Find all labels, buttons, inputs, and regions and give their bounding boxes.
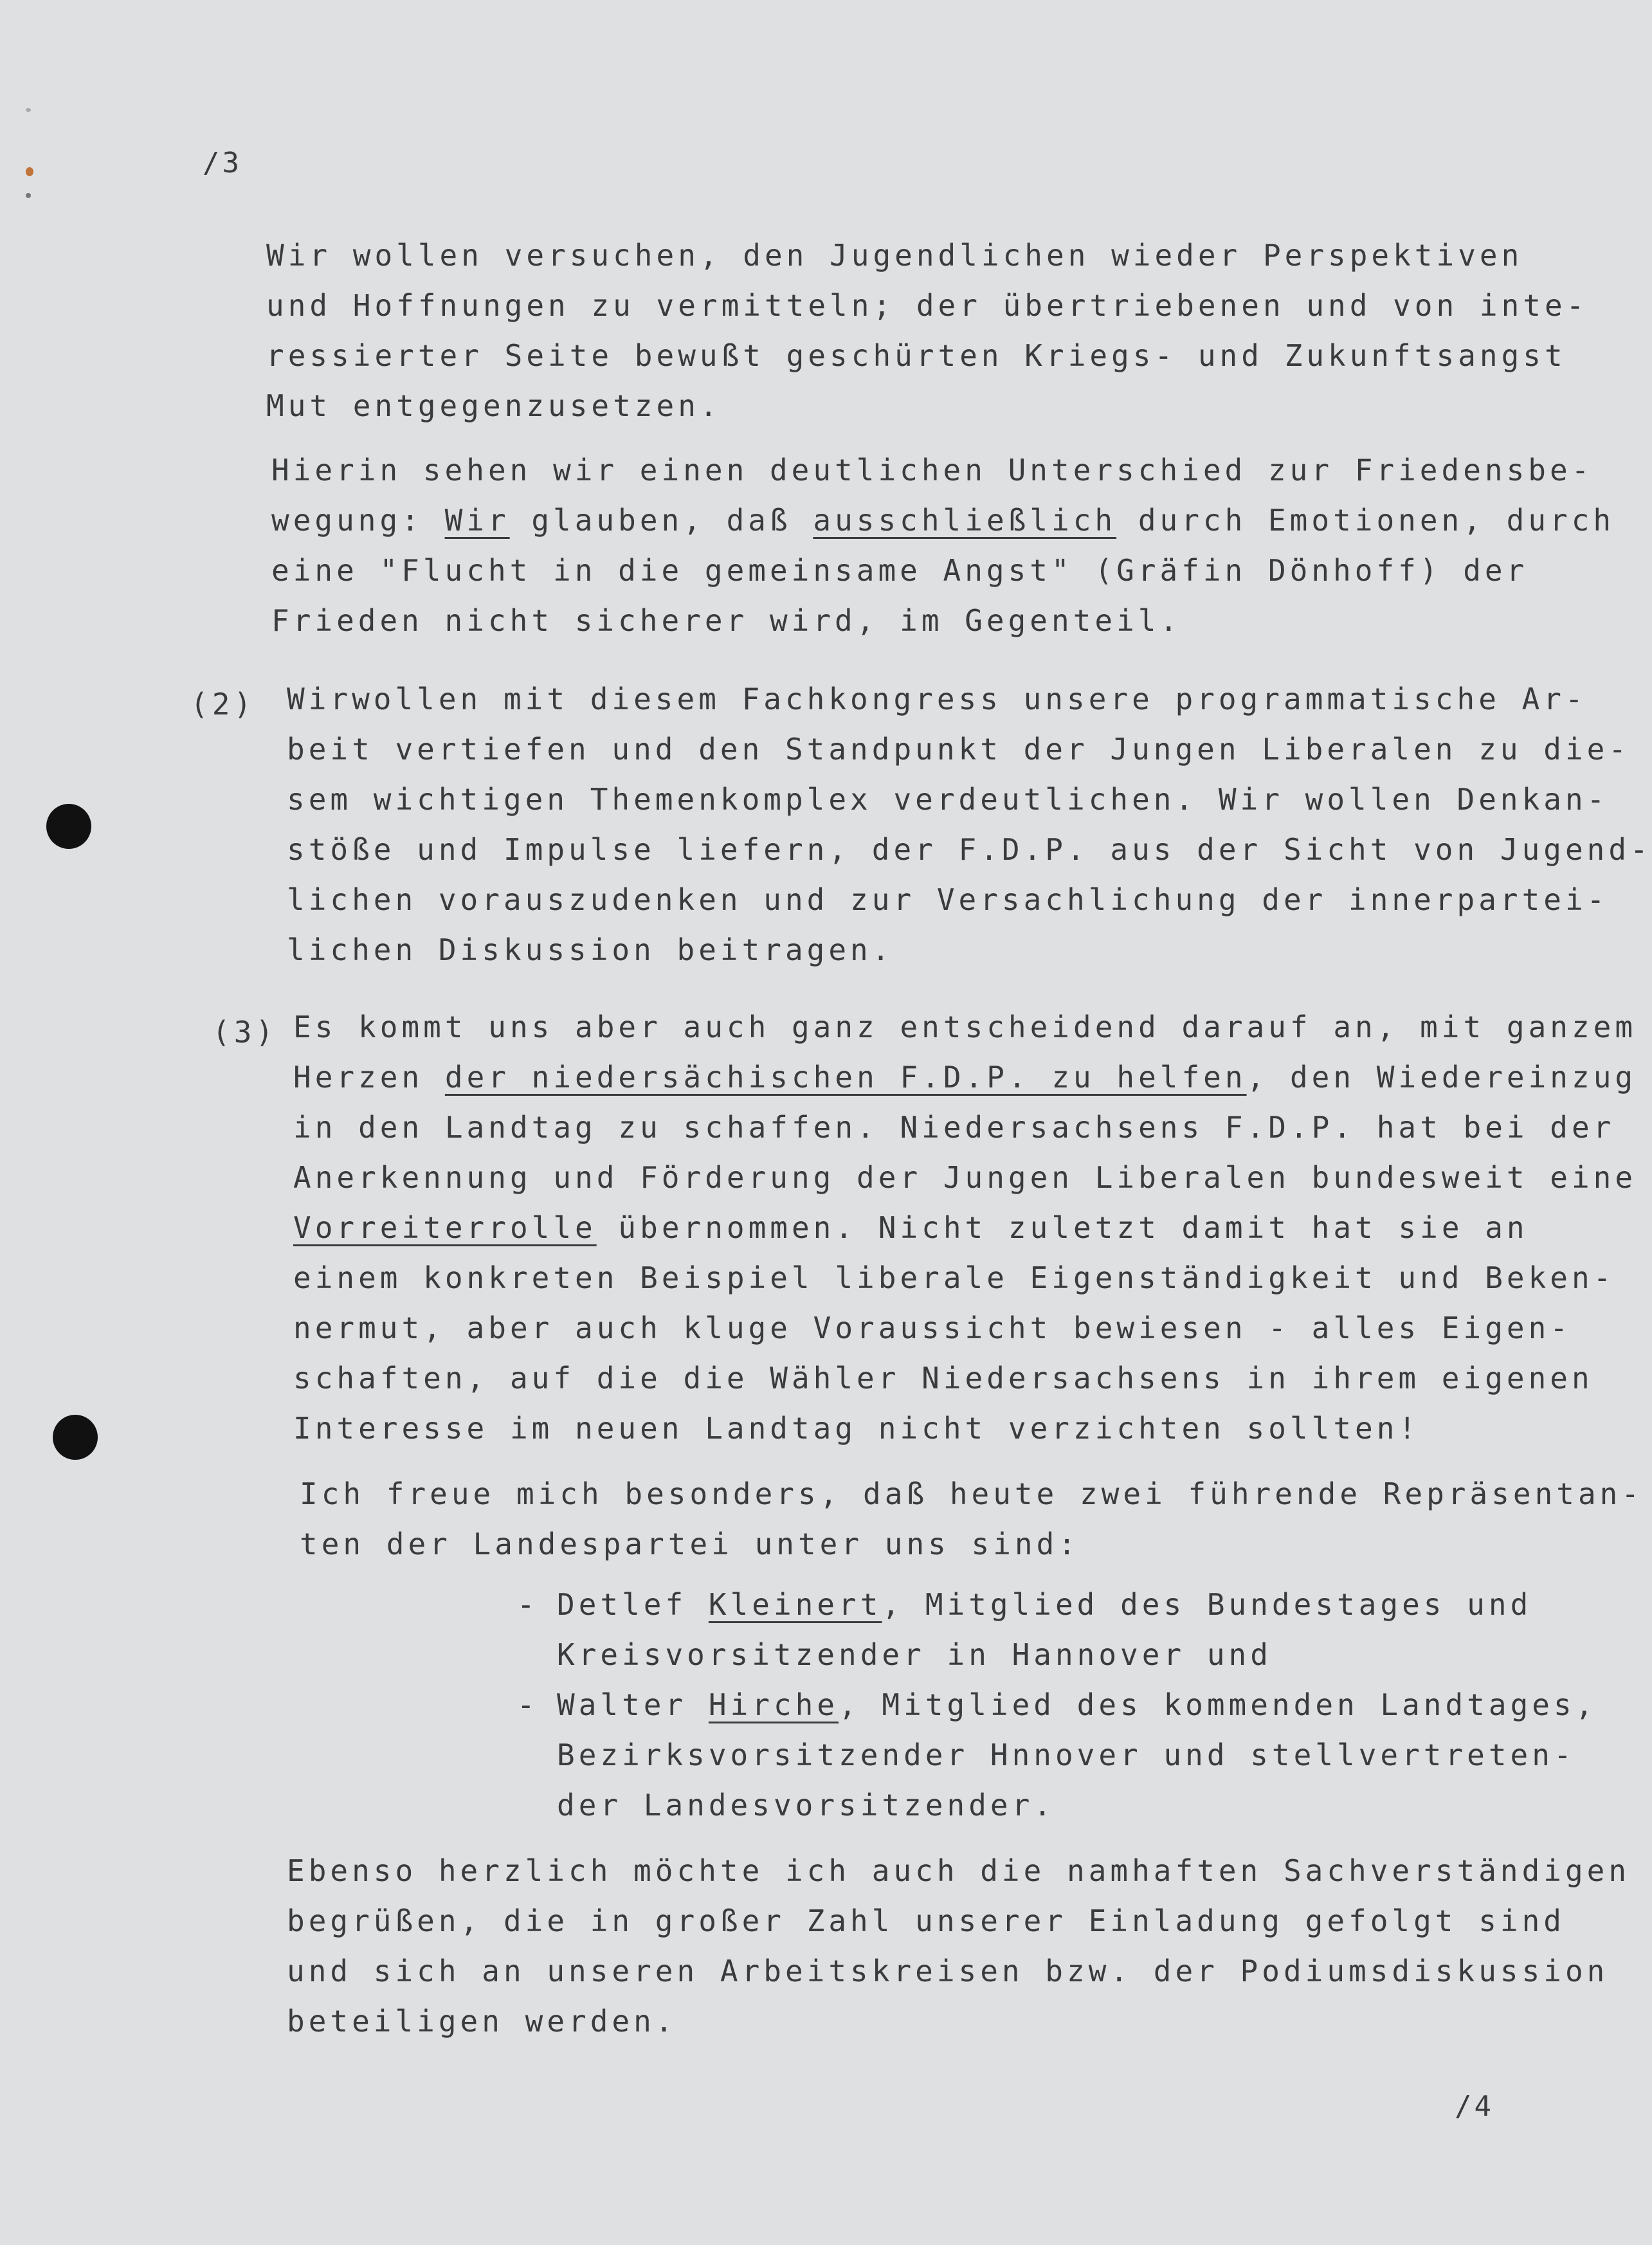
text-line: begrüßen, die in großer Zahl unserer Einladung gefolgt sind bbox=[287, 1904, 1565, 1938]
text-line: Detlef Kleinert, Mitglied des Bundestages und bbox=[557, 1587, 1532, 1622]
text-line: Herzen der niedersächischen F.D.P. zu helfen, den Wiedereinzug bbox=[293, 1060, 1637, 1095]
text-line: in den Landtag zu schaffen. Niedersachsens F.D.P. hat bei der bbox=[293, 1110, 1615, 1145]
margin-speck bbox=[26, 193, 31, 198]
text-line: Ebenso herzlich möchte ich auch die namhaften Sachverständigen bbox=[287, 1853, 1631, 1888]
margin-speck bbox=[26, 108, 31, 112]
text-line: Hierin sehen wir einen deutlichen Unterschied zur Friedensbe- bbox=[271, 453, 1593, 487]
text-line: und sich an unseren Arbeitskreisen bzw. der Podiumsdiskussion bbox=[287, 1954, 1609, 1988]
margin-speck-rust bbox=[26, 167, 33, 176]
section-2-paragraph bbox=[287, 674, 1652, 975]
list-item bbox=[517, 1680, 1597, 1830]
greeting-paragraph bbox=[300, 1469, 1643, 1569]
text-line: Kreisvorsitzender in Hannover und bbox=[557, 1637, 1272, 1672]
text-line: schaften, auf die die Wähler Niedersachsens in ihrem eigenen bbox=[293, 1361, 1593, 1395]
text-line: wegung: Wir glauben, daß ausschließlich durch Emotionen, durch bbox=[271, 503, 1615, 538]
intro-paragraph-2 bbox=[271, 445, 1615, 646]
text-line: Wirwollen mit diesem Fachkongress unsere programmatische Ar- bbox=[287, 682, 1587, 716]
section-3-paragraph bbox=[293, 1002, 1637, 1453]
underlined-phrase: der niedersächischen F.D.P. zu helfen bbox=[444, 1060, 1247, 1095]
text-line: Vorreiterrolle übernommen. Nicht zuletzt damit hat sie an bbox=[293, 1210, 1529, 1245]
section-marker-3: (3) bbox=[212, 1015, 278, 1050]
text-line: sem wichtigen Themenkomplex verdeutlichen. Wir wollen Denkan- bbox=[287, 782, 1609, 817]
text-line: eine "Flucht in die gemeinsame Angst" (Gräfin Dönhoff) der bbox=[271, 553, 1529, 588]
underlined-word: Wir bbox=[444, 503, 510, 538]
text-line: Wir wollen versuchen, den Jugendlichen wieder Perspektiven bbox=[266, 238, 1523, 273]
text-line: einem konkreten Beispiel liberale Eigenständigkeit und Beken- bbox=[293, 1260, 1615, 1295]
text-line: nermut, aber auch kluge Voraussicht bewiesen - alles Eigen- bbox=[293, 1311, 1572, 1345]
text-line: Frieden nicht sicherer wird, im Gegenteil. bbox=[271, 603, 1182, 638]
underlined-word: Vorreiterrolle bbox=[293, 1210, 597, 1245]
text-line: Walter Hirche, Mitglied des kommenden Landtages, bbox=[557, 1687, 1597, 1722]
text-line: lichen Diskussion beitragen. bbox=[287, 932, 894, 967]
underlined-word: ausschließlich bbox=[813, 503, 1117, 538]
text-line: ten der Landespartei unter uns sind: bbox=[300, 1527, 1080, 1561]
text-line: Ich freue mich besonders, daß heute zwei führende Repräsentan- bbox=[300, 1477, 1644, 1511]
underlined-name: Hirche bbox=[708, 1687, 839, 1722]
text-line: lichen vorauszudenken und zur Versachlichung der innerpartei- bbox=[287, 882, 1609, 917]
text-line: Es kommt uns aber auch ganz entscheidend darauf an, mit ganzem bbox=[293, 1010, 1637, 1044]
list-dash: - bbox=[517, 1687, 539, 1722]
text-line: Interesse im neuen Landtag nicht verzichten sollten! bbox=[293, 1411, 1421, 1446]
text-line: Anerkennung und Förderung der Jungen Liberalen bundesweit eine bbox=[293, 1160, 1637, 1195]
text-line: beteiligen werden. bbox=[287, 2004, 677, 2039]
text-line: Mut entgegenzusetzen. bbox=[266, 388, 722, 423]
list-dash: - bbox=[517, 1587, 539, 1622]
text-line: Bezirksvorsitzender Hnnover und stellvertreten- bbox=[557, 1738, 1575, 1772]
text-line: und Hoffnungen zu vermitteln; der übertriebenen und von inte- bbox=[266, 288, 1588, 323]
representatives-list bbox=[517, 1579, 1597, 1830]
page-number-bottom: /4 bbox=[1455, 2090, 1494, 2123]
punch-hole-upper bbox=[46, 804, 91, 849]
text-line: stöße und Impulse liefern, der F.D.P. aus der Sicht von Jugend- bbox=[287, 832, 1652, 867]
section-marker-2: (2) bbox=[190, 687, 256, 722]
list-item bbox=[517, 1579, 1597, 1680]
text-line: ressierter Seite bewußt geschürten Kriegs- und Zukunftsangst bbox=[266, 338, 1566, 373]
intro-paragraph-1 bbox=[266, 230, 1588, 431]
closing-paragraph bbox=[287, 1846, 1630, 2046]
text-line: beit vertiefen und den Standpunkt der Jungen Liberalen zu die- bbox=[287, 732, 1631, 767]
punch-hole-lower bbox=[53, 1415, 98, 1460]
text-line: der Landesvorsitzender. bbox=[557, 1788, 1055, 1822]
underlined-name: Kleinert bbox=[708, 1587, 882, 1622]
page-number-top: /3 bbox=[203, 147, 242, 179]
